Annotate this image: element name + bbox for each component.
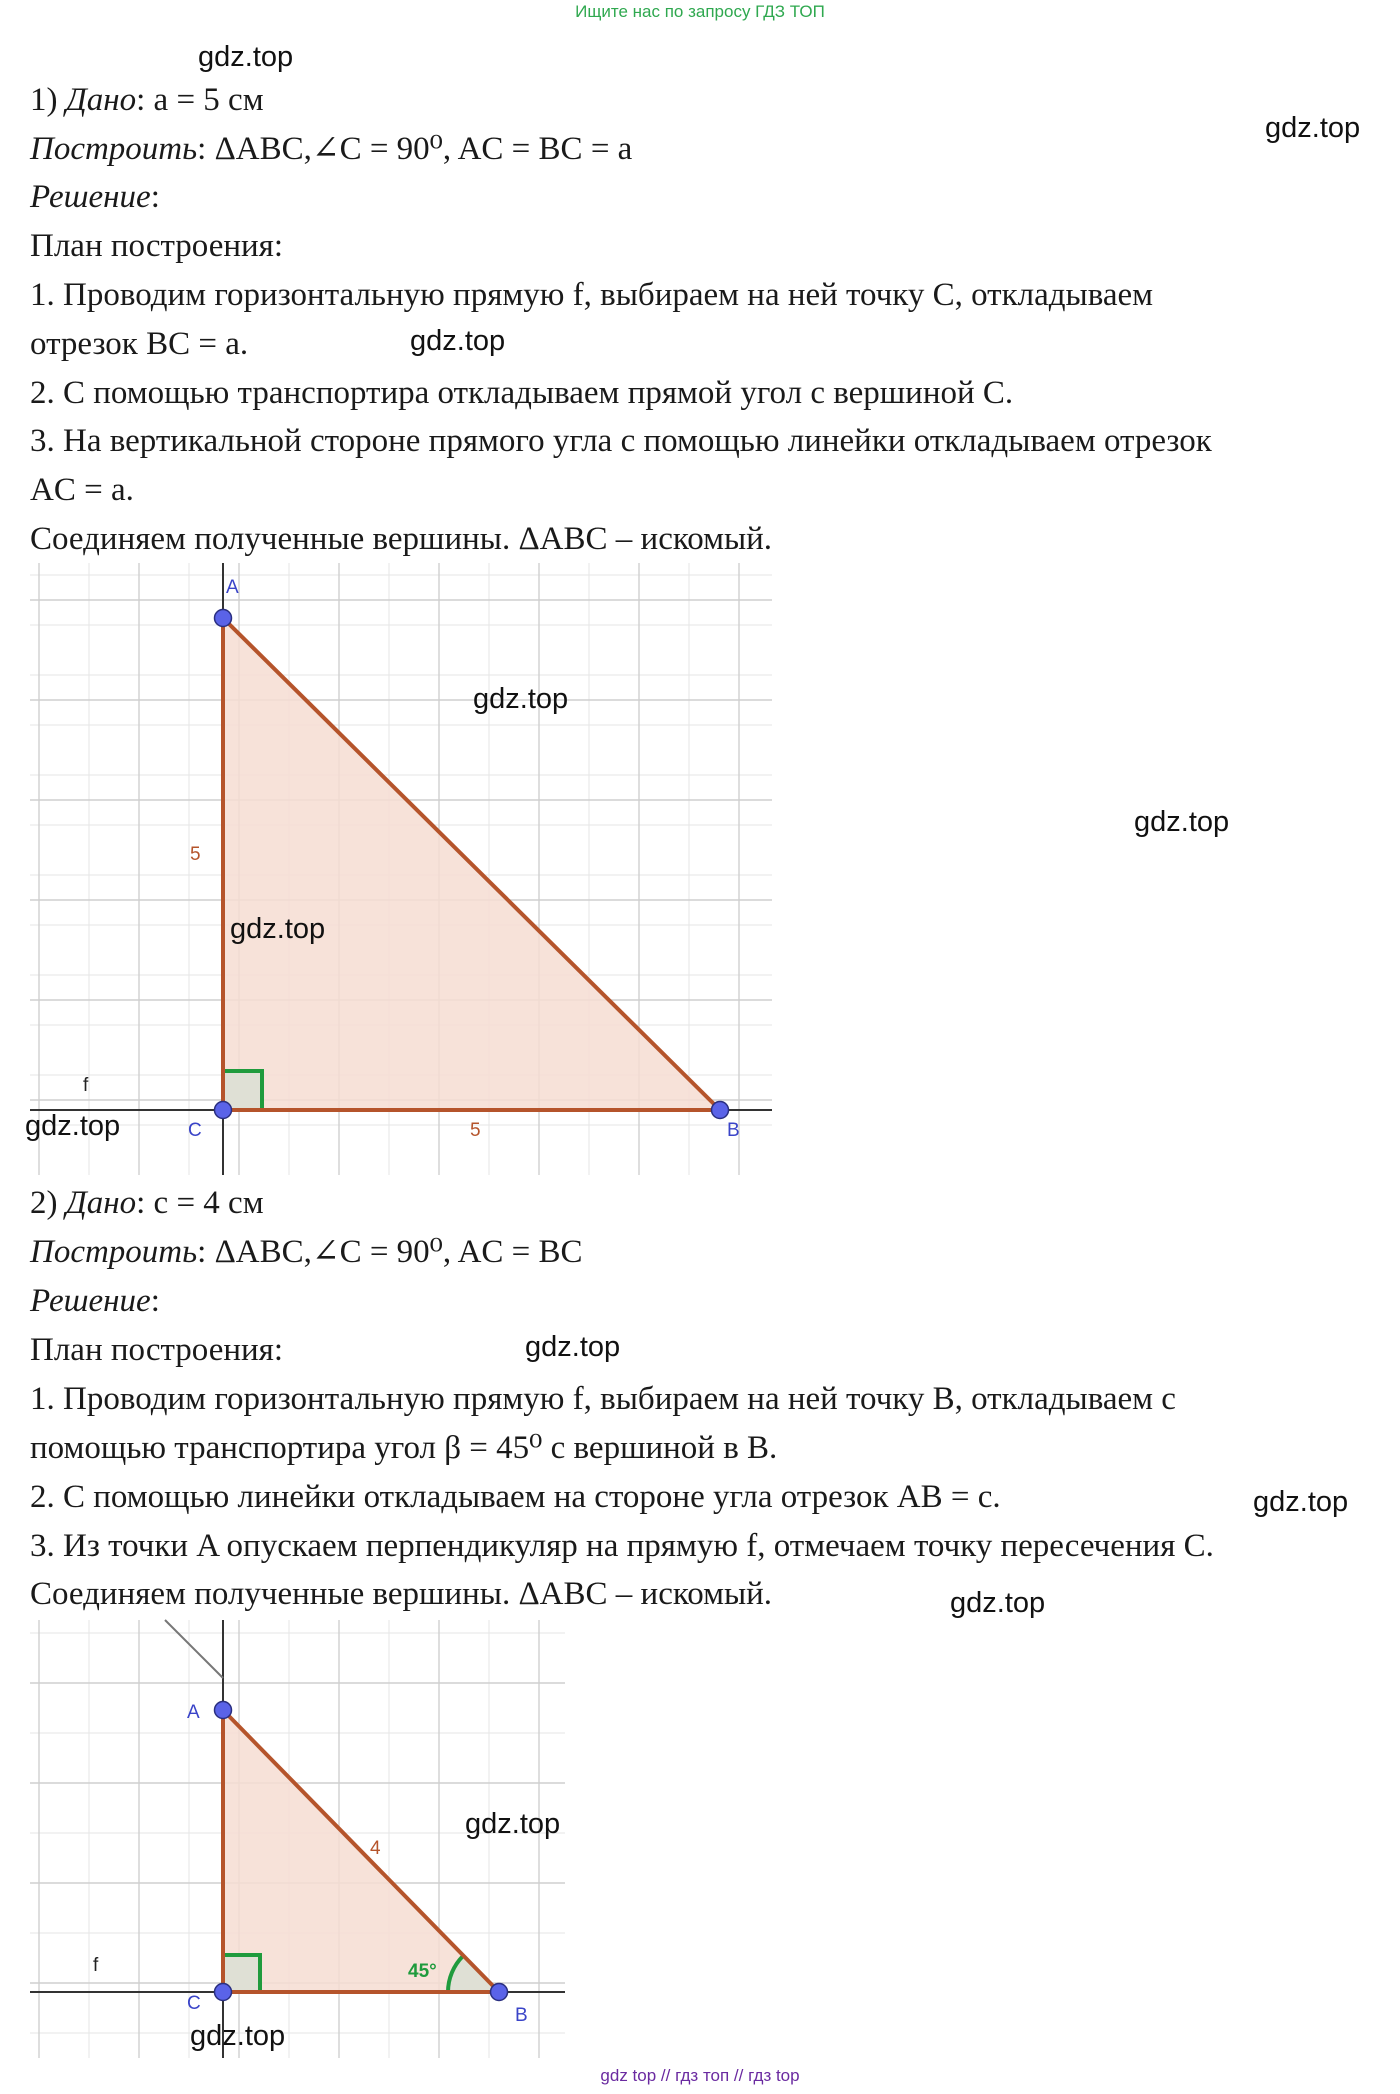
figure1-point-c[interactable] (215, 1102, 232, 1119)
task1-construct-value: : ΔABC,∠C = 90⁰, AC = BC = a (197, 131, 633, 167)
watermark: gdz.top (198, 41, 294, 73)
figure1-label-b: B (727, 1120, 740, 1141)
figure2-label-f: f (93, 1955, 99, 1976)
task2-solution (30, 1281, 160, 1321)
task1-number: 1) (30, 82, 66, 118)
task2-construct-label: Построить (30, 1234, 198, 1270)
figure2-point-a[interactable] (215, 1702, 232, 1719)
figure1-diagram (30, 563, 772, 1175)
figure1-label-a: A (226, 577, 239, 598)
task2-construct-value: : ΔABC,∠C = 90⁰, AC = BC (197, 1234, 583, 1270)
figure2-label-ab-length: 4 (370, 1838, 381, 1859)
task2-step1-cont: помощью транспортира угол β = 45⁰ с вершиной в B. (30, 1430, 778, 1466)
watermark: gdz.top (950, 1587, 1046, 1619)
watermark: gdz.top (230, 913, 326, 945)
task1-given-value: : a = 5 см (136, 82, 264, 118)
figure2-angle-ray (165, 1620, 223, 1678)
figure2-point-c[interactable] (215, 1984, 232, 2001)
figure1-label-c: C (188, 1120, 202, 1141)
task2-solution-label: Решение (30, 1283, 151, 1319)
task1-conclusion: Соединяем полученные вершины. ΔABC – искомый. (30, 521, 773, 557)
task1-construct (30, 129, 632, 169)
task1-plan-heading: План построения: (30, 228, 284, 264)
figure2-label-c: C (187, 1993, 201, 2014)
task2-plan-heading: План построения: (30, 1332, 284, 1368)
figure1-label-ac-length: 5 (190, 844, 201, 865)
task2-conclusion: Соединяем полученные вершины. ΔABC – искомый. (30, 1576, 773, 1612)
task2-given (30, 1183, 264, 1223)
figure1-label-f: f (83, 1075, 89, 1096)
watermark: gdz.top (190, 2020, 286, 2052)
task1-step1-cont: отрезок BC = a. (30, 326, 249, 362)
watermark: gdz.top (1265, 112, 1361, 144)
task2-step1: 1. Проводим горизонтальную прямую f, выбираем на ней точку B, откладываем с (30, 1381, 1176, 1417)
watermark: gdz.top (1134, 806, 1230, 838)
task2-solution-colon: : (150, 1283, 160, 1319)
task2-construct (30, 1232, 583, 1272)
task1-step3: 3. На вертикальной стороне прямого угла с помощью линейки откладываем отрезок (30, 423, 1212, 459)
task1-solution-label: Решение (30, 179, 151, 215)
figure2-label-a: A (187, 1702, 200, 1723)
watermark: gdz.top (525, 1331, 621, 1363)
figure1-label-bc-length: 5 (470, 1120, 481, 1141)
task1-construct-label: Построить (30, 131, 198, 167)
figure1-point-a[interactable] (215, 610, 232, 627)
task2-given-value: : c = 4 см (136, 1185, 264, 1221)
top-banner[interactable]: Ищите нас по запросу ГДЗ ТОП (575, 2, 825, 21)
task1-given (30, 80, 264, 120)
watermark: gdz.top (410, 325, 506, 357)
task1-step1: 1. Проводим горизонтальную прямую f, выбираем на ней точку C, откладываем (30, 277, 1154, 313)
task2-step2: 2. С помощью линейки откладываем на стороне угла отрезок AB = c. (30, 1479, 1001, 1515)
task1-step2: 2. С помощью транспортира откладываем прямой угол с вершиной C. (30, 375, 1014, 411)
figure2-point-b[interactable] (491, 1984, 508, 2001)
watermark: gdz.top (25, 1110, 121, 1142)
task2-step3: 3. Из точки A опускаем перпендикуляр на прямую f, отмечаем точку пересечения C. (30, 1528, 1214, 1564)
task1-solution (30, 177, 160, 217)
footer-links[interactable]: gdz top // гдз топ // гдз top (600, 2066, 800, 2085)
figure1-point-b[interactable] (712, 1102, 729, 1119)
watermark: gdz.top (1253, 1486, 1349, 1518)
task1-solution-colon: : (150, 179, 160, 215)
figure2-label-b: B (515, 2005, 528, 2026)
task1-step3-cont: AC = a. (30, 472, 134, 508)
watermark: gdz.top (473, 683, 569, 715)
watermark: gdz.top (465, 1808, 561, 1840)
task2-number: 2) (30, 1185, 66, 1221)
figure2-label-angle-b: 45° (408, 1961, 437, 1982)
task1-given-label: Дано (65, 82, 137, 118)
task2-given-label: Дано (65, 1185, 137, 1221)
